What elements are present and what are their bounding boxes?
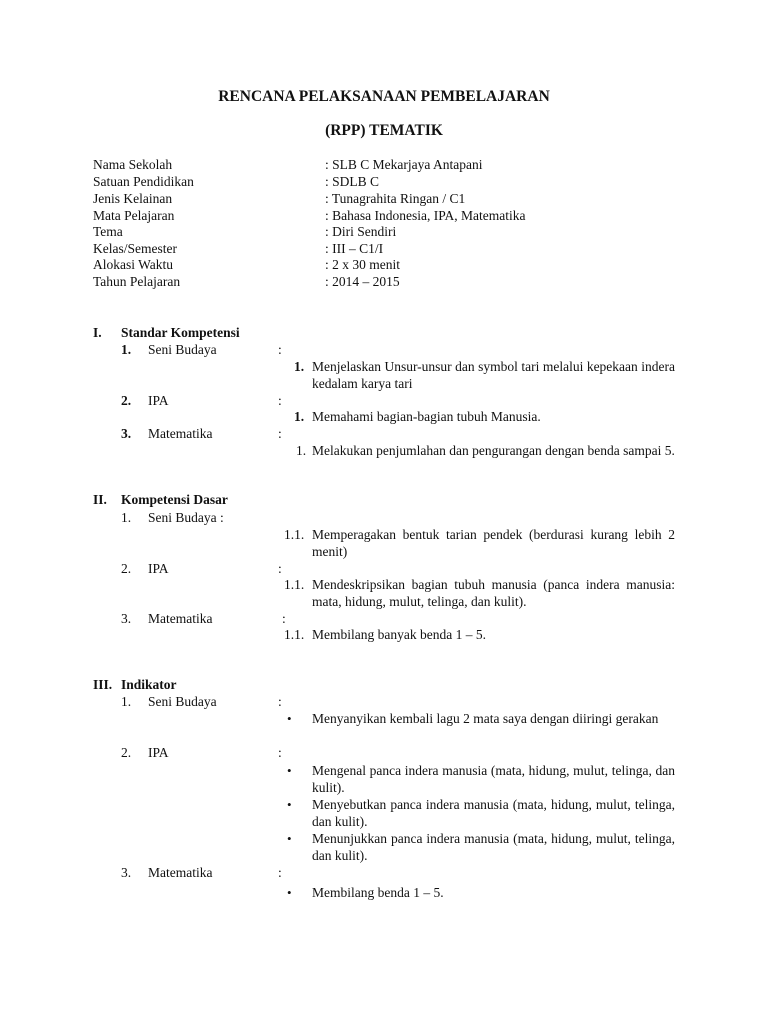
document-subtitle: (RPP) TEMATIK [325, 122, 443, 139]
item-marker: 1. [296, 443, 307, 458]
subject-number: 1. [121, 510, 132, 525]
item-text: Menyebutkan panca indera manusia (mata, hidung, mulut, telinga, dan kulit). [312, 797, 675, 829]
item-text: Mengenal panca indera manusia (mata, hidung, mulut, telinga, dan kulit). [312, 763, 675, 795]
item-marker: 1.1. [284, 577, 305, 592]
subject-name: IPA [148, 561, 169, 576]
info-value: : Bahasa Indonesia, IPA, Matematika [325, 208, 526, 223]
subject-name: Seni Budaya [148, 342, 217, 357]
subject-colon: : [278, 745, 282, 760]
section-heading: Indikator [121, 677, 177, 692]
item-text: Menjelaskan Unsur-unsur dan symbol tari melalui kepekaan indera kedalam karya tari [312, 359, 675, 391]
subject-colon: : [282, 611, 286, 626]
subject-number: 3. [121, 426, 132, 441]
subject-number: 1. [121, 694, 132, 709]
info-value: : Diri Sendiri [325, 224, 397, 239]
subject-number: 3. [121, 865, 132, 880]
subject-name: Matematika [148, 865, 213, 880]
subject-colon: : [278, 342, 282, 357]
info-label: Jenis Kelainan [93, 191, 173, 206]
bullet-icon: • [287, 711, 292, 726]
subject-colon: : [278, 694, 282, 709]
subject-colon: : [278, 393, 282, 408]
subject-name: Seni Budaya [148, 694, 217, 709]
subject-name: IPA [148, 745, 169, 760]
subject-number: 2. [121, 561, 132, 576]
bullet-icon: • [287, 885, 292, 900]
subject-name: Matematika [148, 426, 213, 441]
section-number: III. [93, 677, 113, 692]
item-text: Memperagakan bentuk tarian pendek (berdurasi kurang lebih 2 menit) [312, 527, 675, 559]
subject-number: 3. [121, 611, 132, 626]
document-title: RENCANA PELAKSANAAN PEMBELAJARAN [218, 88, 550, 105]
info-label: Tema [93, 224, 123, 239]
info-label: Tahun Pelajaran [93, 274, 181, 289]
info-value: : SDLB C [325, 174, 380, 189]
section-heading: Kompetensi Dasar [121, 492, 228, 507]
info-label: Mata Pelajaran [93, 208, 175, 223]
item-text: Memahami bagian-bagian tubuh Manusia. [312, 409, 541, 424]
item-text: Mendeskripsikan bagian tubuh manusia (panca indera manusia: mata, hidung, mulut, telinga, dan kulit). [312, 577, 675, 609]
info-label: Satuan Pendidikan [93, 174, 194, 189]
info-value: : III – C1/I [325, 241, 384, 256]
section-number: II. [93, 492, 107, 507]
subject-colon: : [278, 561, 282, 576]
item-marker: 1.1. [284, 627, 305, 642]
subject-name: Seni Budaya : [148, 510, 224, 525]
subject-number: 1. [121, 342, 132, 357]
info-label: Nama Sekolah [93, 157, 173, 172]
subject-colon: : [278, 865, 282, 880]
subject-name: IPA [148, 393, 169, 408]
item-marker: 1. [294, 409, 305, 424]
subject-number: 2. [121, 745, 132, 760]
section-number: I. [93, 325, 102, 340]
item-text: Membilang benda 1 – 5. [312, 885, 444, 900]
info-value: : Tunagrahita Ringan / C1 [325, 191, 466, 206]
info-value: : 2014 – 2015 [325, 274, 400, 289]
bullet-icon: • [287, 831, 292, 846]
info-label: Kelas/Semester [93, 241, 177, 256]
subject-number: 2. [121, 393, 132, 408]
info-value: : 2 x 30 menit [325, 257, 400, 272]
item-text: Membilang banyak benda 1 – 5. [312, 627, 486, 642]
item-text: Menunjukkan panca indera manusia (mata, hidung, mulut, telinga, dan kulit). [312, 831, 675, 863]
subject-colon: : [278, 426, 282, 441]
info-label: Alokasi Waktu [93, 257, 174, 272]
bullet-icon: • [287, 763, 292, 778]
item-marker: 1. [294, 359, 305, 374]
item-marker: 1.1. [284, 527, 305, 542]
item-text: Menyanyikan kembali lagu 2 mata saya dengan diiringi gerakan [312, 711, 659, 726]
subject-name: Matematika [148, 611, 213, 626]
section-heading: Standar Kompetensi [121, 325, 240, 340]
item-text: Melakukan penjumlahan dan pengurangan dengan benda sampai 5. [312, 443, 675, 458]
info-value: : SLB C Mekarjaya Antapani [325, 157, 483, 172]
bullet-icon: • [287, 797, 292, 812]
